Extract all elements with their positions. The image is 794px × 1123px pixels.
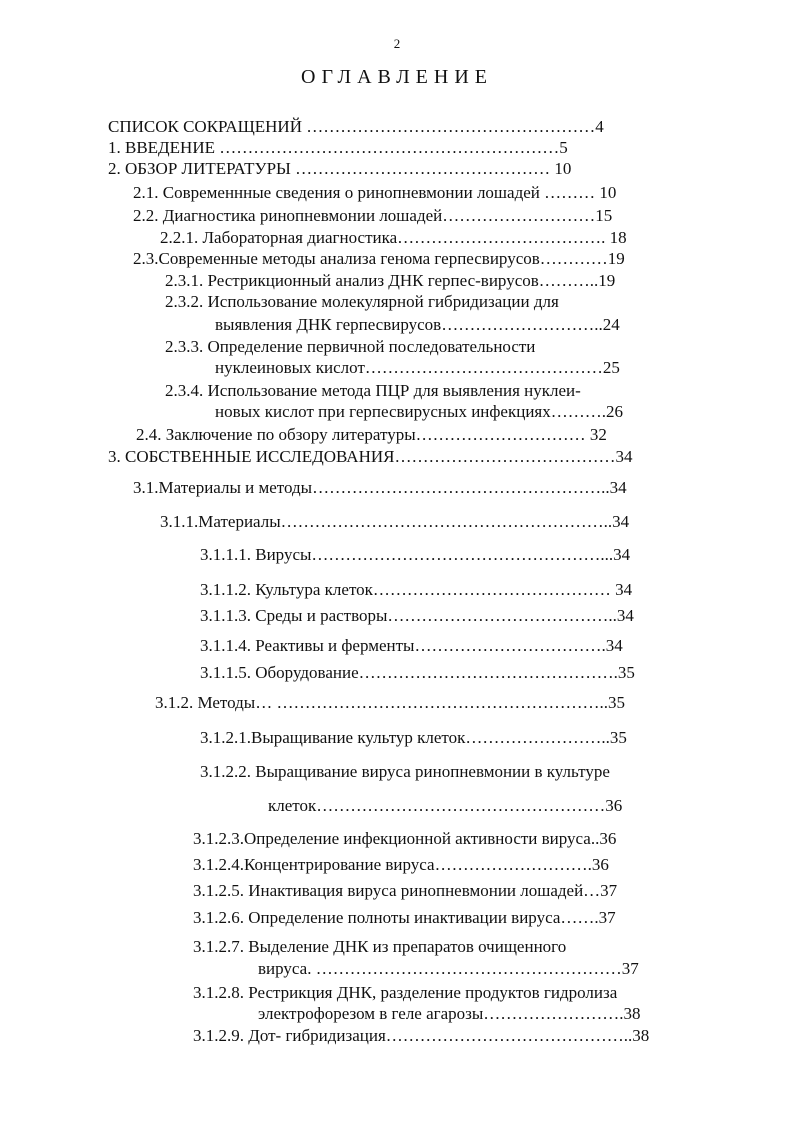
toc-entry: 2.3.2. Использование молекулярной гибридизации для	[165, 292, 559, 311]
toc-entry: 3.1.2.6. Определение полноты инактивации вируса…….37	[193, 908, 616, 927]
toc-entry: электрофорезом в геле агарозы…………………….38	[258, 1004, 641, 1023]
toc-entry: СПИСОК СОКРАЩЕНИЙ ……………………………………………4	[108, 117, 604, 136]
toc-entry: 2.3.3. Определение первичной последовательности	[165, 337, 536, 356]
toc-entry: 3.1.2.3.Определение инфекционной активности вируса..36	[193, 829, 617, 848]
toc-entry: 3.1.2. Методы… …………………………………………………..35	[155, 693, 625, 712]
toc-entry: 3.1.2.4.Концентрирование вируса……………………….36	[193, 855, 609, 874]
toc-entry: новых кислот при герпесвирусных инфекциях……….26	[215, 402, 623, 421]
toc-entry: 2.2. Диагностика ринопневмонии лошадей………………………15	[133, 206, 613, 225]
toc-entry: 3.1.1.4. Реактивы и ферменты…………………………….34	[200, 636, 623, 655]
toc-entry: 2.3.1. Рестрикционный анализ ДНК герпес-вирусов………..19	[165, 271, 616, 290]
toc-entry: 3.1.1.3. Среды и растворы…………………………………..34	[200, 606, 634, 625]
toc-entry: 2.1. Современнные сведения о ринопневмонии лошадей ……… 10	[133, 183, 617, 202]
toc-entry: вируса. ………………………………………………37	[258, 959, 639, 978]
toc-entry: 2.3.4. Использование метода ПЦР для выявления нуклеи-	[165, 381, 581, 400]
toc-entry: 3.1.1.2. Культура клеток…………………………………… 34	[200, 580, 633, 599]
toc-entry: 3.1.1.5. Оборудование……………………………………….35	[200, 663, 635, 682]
toc-entry: 3. СОБСТВЕННЫЕ ИССЛЕДОВАНИЯ…………………………………34	[108, 447, 633, 466]
toc-entry: 3.1.2.2. Выращивание вируса ринопневмонии в культуре	[200, 762, 610, 781]
toc-entry: нуклеиновых кислот……………………………………25	[215, 358, 620, 377]
toc-entry: 3.1.1.1. Вирусы……………………………………………...34	[200, 545, 631, 564]
toc-entry: 3.1.1.Материалы…………………………………………………..34	[160, 512, 630, 531]
toc-entry: 3.1.2.7. Выделение ДНК из препаратов очищенного	[193, 937, 567, 956]
toc-entry: 3.1.2.5. Инактивация вируса ринопневмонии лошадей…37	[193, 881, 618, 900]
page-title: ОГЛАВЛЕНИЕ	[301, 66, 493, 88]
toc-entry: 3.1.Материалы и методы……………………………………………..34	[133, 478, 627, 497]
toc-entry: 2. ОБЗОР ЛИТЕРАТУРЫ ……………………………………… 10	[108, 159, 572, 178]
toc-entry: 3.1.2.8. Рестрикция ДНК, разделение продуктов гидролиза	[193, 983, 618, 1002]
toc-entry: 2.3.Современные методы анализа генома герпесвирусов…………19	[133, 249, 625, 268]
toc-entry: 1. ВВЕДЕНИЕ ……………………………………………………5	[108, 138, 568, 157]
toc-entry: выявления ДНК герпесвирусов………………………..24	[215, 315, 620, 334]
toc-entry: 2.2.1. Лабораторная диагностика………………………………. 18	[160, 228, 627, 247]
toc-entry: 3.1.2.1.Выращивание культур клеток……………………..35	[200, 728, 627, 747]
toc-entry: клеток……………………………………………36	[268, 796, 623, 815]
toc-entry: 2.4. Заключение по обзору литературы………………………… 32	[136, 425, 607, 444]
page-number: 2	[393, 36, 401, 51]
toc-entry: 3.1.2.9. Дот- гибридизация……………………………………..38	[193, 1026, 650, 1045]
